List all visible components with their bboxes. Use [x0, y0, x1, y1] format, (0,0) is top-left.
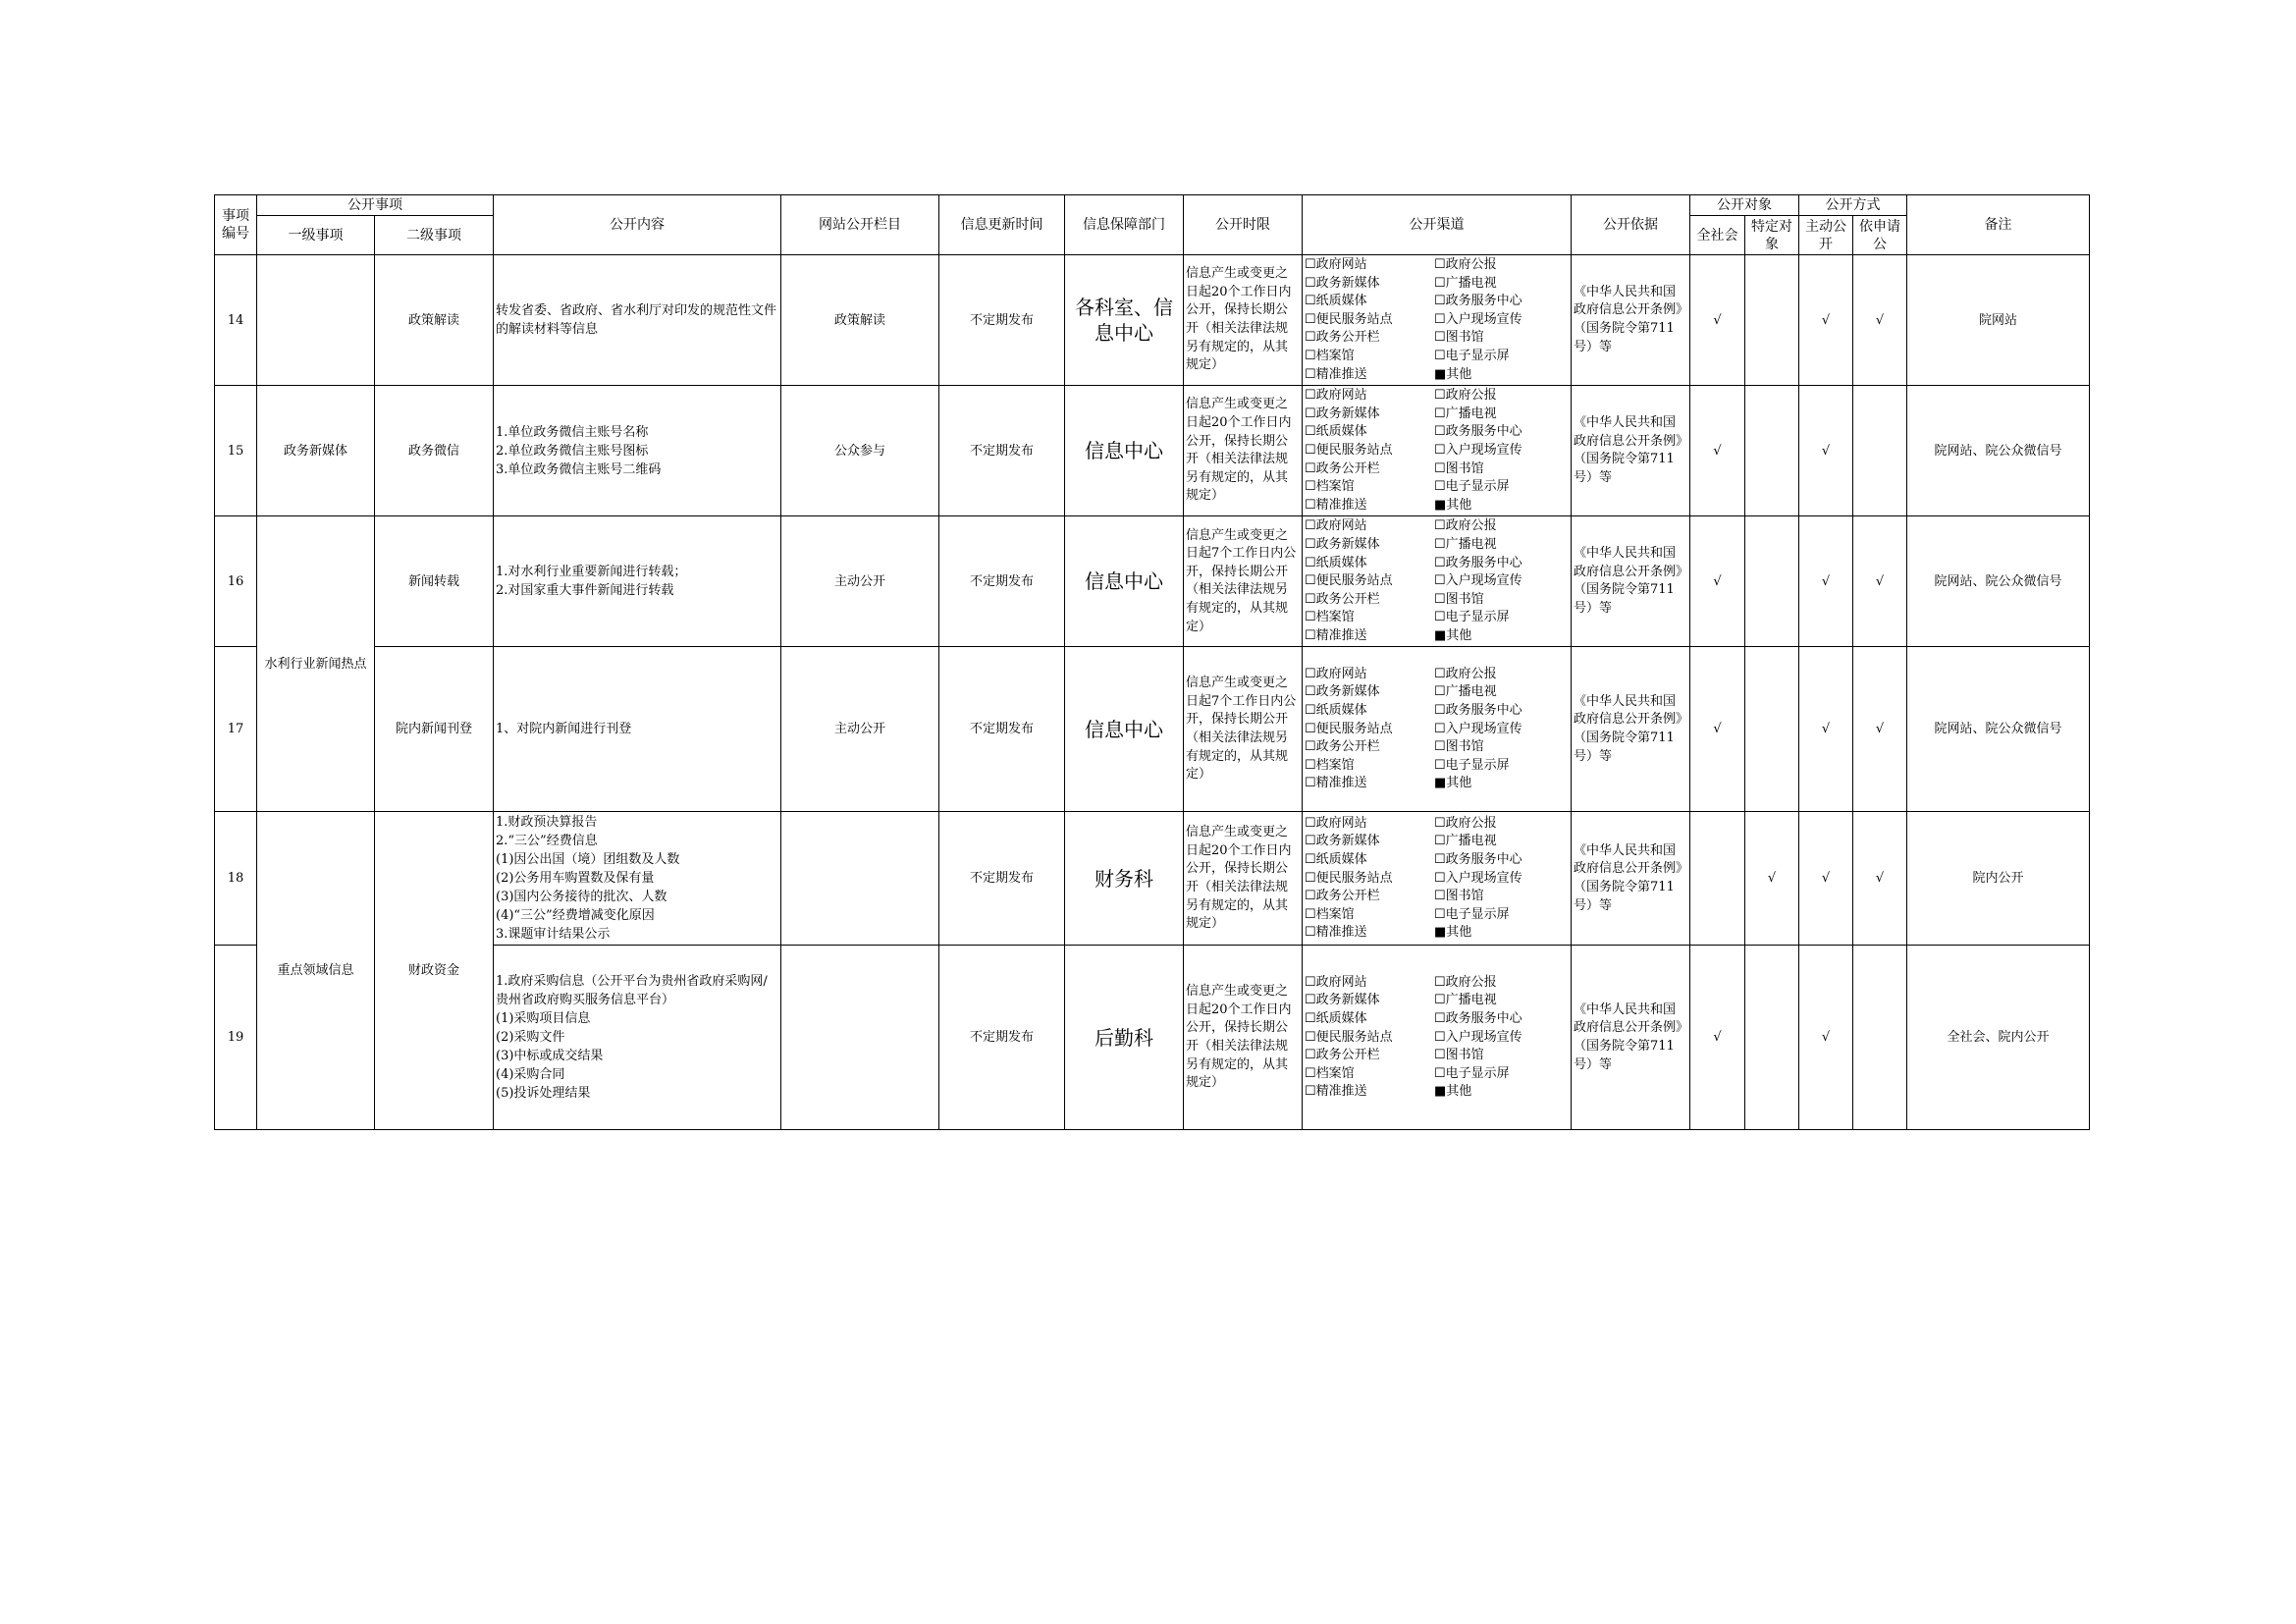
remark-cell: 院网站、院公众微信号 [1907, 516, 2090, 647]
specific-cell [1745, 946, 1799, 1130]
whole-society-cell [1690, 812, 1745, 946]
content-line: 2.单位政务微信主账号图标 [496, 443, 649, 459]
header-time-limit: 公开时限 [1184, 195, 1303, 255]
specific-cell [1745, 386, 1799, 516]
channel-option: ☐政务公开栏 [1305, 739, 1380, 755]
header-level2: 二级事项 [375, 216, 494, 255]
channel-cell [1303, 812, 1572, 946]
channel-option: ☐政府网站 [1305, 388, 1367, 404]
channel-option: ☐纸质媒体 [1305, 424, 1367, 440]
channel-option: ☐政务公开栏 [1305, 591, 1380, 607]
channel-option: ☐便民服务站点 [1305, 311, 1393, 327]
channel-option: ☐便民服务站点 [1305, 442, 1393, 458]
content-cell [494, 647, 781, 812]
channel-option: ☐入户现场宣传 [1434, 311, 1522, 327]
on-request-cell: √ [1853, 255, 1907, 386]
channel-option: ☐政府公报 [1434, 815, 1497, 831]
update-time-cell: 不定期发布 [939, 812, 1065, 946]
channel-grid [1305, 256, 1569, 384]
channel-option: ☐政务公开栏 [1305, 1048, 1380, 1063]
time-limit-cell: 信息产生或变更之日起7个工作日内公开，保持长期公开（相关法律法规另有规定的，从其规定） [1184, 647, 1303, 812]
update-time-cell: 不定期发布 [939, 255, 1065, 386]
channel-option: ☐档案馆 [1305, 906, 1355, 922]
channel-option: ☐电子显示屏 [1434, 906, 1510, 922]
column-cell [781, 812, 939, 946]
content-cell [494, 812, 781, 946]
channel-option: ☐入户现场宣传 [1434, 721, 1522, 736]
active-cell: √ [1799, 946, 1853, 1130]
channel-option: ☐政务服务中心 [1434, 852, 1522, 868]
channel-option: ☐政务新媒体 [1305, 536, 1380, 552]
time-limit-cell: 信息产生或变更之日起20个工作日内公开，保持长期公开（相关法律法规另有规定的，从其规定） [1184, 946, 1303, 1130]
table-row [215, 386, 2090, 516]
channel-option: ☐入户现场宣传 [1434, 1029, 1522, 1045]
column-cell: 政策解读 [781, 255, 939, 386]
header-specific: 特定对象 [1745, 216, 1799, 255]
channel-option: ☐入户现场宣传 [1434, 442, 1522, 458]
channel-grid [1305, 517, 1569, 645]
channel-option: ☐图书馆 [1434, 889, 1484, 904]
level2-cell: 政务微信 [375, 386, 494, 516]
channel-option: ☐纸质媒体 [1305, 555, 1367, 570]
channel-option: ☐档案馆 [1305, 610, 1355, 625]
item-no-cell: 14 [215, 255, 257, 386]
channel-option: ☐政府网站 [1305, 518, 1367, 534]
table-row [215, 812, 2090, 946]
content-line: 1、对院内新闻进行刊登 [496, 722, 632, 737]
update-time-cell: 不定期发布 [939, 516, 1065, 647]
channel-option: ☐电子显示屏 [1434, 757, 1510, 773]
channel-option: ☐档案馆 [1305, 757, 1355, 773]
header-on-request: 依申请公 [1853, 216, 1907, 255]
channel-option: ☐政务服务中心 [1434, 703, 1522, 719]
channel-option: ☐政务新媒体 [1305, 275, 1380, 291]
channel-grid [1305, 666, 1569, 793]
channel-option: ☐政府公报 [1434, 388, 1497, 404]
level2-cell: 院内新闻刊登 [375, 647, 494, 812]
remark-cell: 院网站、院公众微信号 [1907, 386, 2090, 516]
content-line: 转发省委、省政府、省水利厅对印发的规范性文件的解读材料等信息 [496, 303, 777, 338]
level1-cell: 重点领域信息 [257, 812, 375, 1130]
table-row [215, 255, 2090, 386]
active-cell: √ [1799, 647, 1853, 812]
dept-cell: 各科室、信息中心 [1065, 255, 1184, 386]
channel-option: ☐便民服务站点 [1305, 1029, 1393, 1045]
column-cell: 主动公开 [781, 647, 939, 812]
channel-option: ☐精准推送 [1305, 627, 1367, 643]
channel-option: ☐政府公报 [1434, 518, 1497, 534]
channel-option: ☐纸质媒体 [1305, 1011, 1367, 1027]
content-cell [494, 516, 781, 647]
channel-option: ☐政务服务中心 [1434, 424, 1522, 440]
channel-option: ☐纸质媒体 [1305, 294, 1367, 309]
content-line: 3.单位政务微信主账号二维码 [496, 461, 662, 477]
disclosure-table [214, 194, 2090, 1130]
content-line: (4)采购合同 [496, 1067, 565, 1083]
content-line: (2)采购文件 [496, 1030, 565, 1046]
on-request-cell [1853, 386, 1907, 516]
table-row [215, 647, 2090, 812]
content-line: 2.“三公”经费信息 [496, 834, 598, 849]
time-limit-cell: 信息产生或变更之日起7个工作日内公开，保持长期公开（相关法律法规另有规定的，从其规定） [1184, 516, 1303, 647]
channel-option: ☐广播电视 [1434, 406, 1497, 421]
channel-option: ☐精准推送 [1305, 1084, 1367, 1100]
content-cell [494, 386, 781, 516]
time-limit-cell: 信息产生或变更之日起20个工作日内公开，保持长期公开（相关法律法规另有规定的，从其规定） [1184, 812, 1303, 946]
basis-cell: 《中华人民共和国政府信息公开条例》（国务院令第711号）等 [1572, 946, 1690, 1130]
dept-cell: 信息中心 [1065, 386, 1184, 516]
channel-option: ☐便民服务站点 [1305, 573, 1393, 589]
channel-option: ☐图书馆 [1434, 1048, 1484, 1063]
level1-cell [257, 255, 375, 386]
content-line: (3)国内公务接待的批次、人数 [496, 890, 667, 905]
channel-option: ☐政务新媒体 [1305, 993, 1380, 1008]
channel-option: ☐政务公开栏 [1305, 460, 1380, 476]
channel-option: ☐广播电视 [1434, 834, 1497, 849]
channel-grid [1305, 387, 1569, 514]
channel-cell [1303, 647, 1572, 812]
channel-option: ☐图书馆 [1434, 739, 1484, 755]
specific-cell: √ [1745, 812, 1799, 946]
item-no-cell: 19 [215, 946, 257, 1130]
channel-option: ☐精准推送 [1305, 497, 1367, 513]
channel-option: ☐政府网站 [1305, 974, 1367, 990]
content-cell [494, 946, 781, 1130]
whole-society-cell: √ [1690, 647, 1745, 812]
on-request-cell: √ [1853, 812, 1907, 946]
content-cell [494, 255, 781, 386]
level1-cell: 水利行业新闻热点 [257, 516, 375, 812]
update-time-cell: 不定期发布 [939, 647, 1065, 812]
header-update-time: 信息更新时间 [939, 195, 1065, 255]
channel-option: ☐便民服务站点 [1305, 721, 1393, 736]
basis-cell: 《中华人民共和国政府信息公开条例》（国务院令第711号）等 [1572, 812, 1690, 946]
header-active: 主动公开 [1799, 216, 1853, 255]
channel-option: ☐精准推送 [1305, 366, 1367, 382]
channel-option: ☐广播电视 [1434, 536, 1497, 552]
channel-option: ☐政府公报 [1434, 257, 1497, 272]
channel-option: ☐电子显示屏 [1434, 610, 1510, 625]
basis-cell: 《中华人民共和国政府信息公开条例》（国务院令第711号）等 [1572, 647, 1690, 812]
remark-cell: 院网站 [1907, 255, 2090, 386]
channel-option: ■其他 [1434, 925, 1472, 941]
channel-option: ☐广播电视 [1434, 275, 1497, 291]
header-dept: 信息保障部门 [1065, 195, 1184, 255]
channel-cell [1303, 386, 1572, 516]
level2-cell: 新闻转载 [375, 516, 494, 647]
header-content: 公开内容 [494, 195, 781, 255]
dept-cell: 后勤科 [1065, 946, 1184, 1130]
whole-society-cell: √ [1690, 386, 1745, 516]
whole-society-cell: √ [1690, 255, 1745, 386]
header-row-top [215, 195, 2090, 216]
channel-grid [1305, 815, 1569, 943]
basis-cell: 《中华人民共和国政府信息公开条例》（国务院令第711号）等 [1572, 255, 1690, 386]
on-request-cell: √ [1853, 647, 1907, 812]
channel-option: ■其他 [1434, 366, 1472, 382]
channel-option: ☐政务新媒体 [1305, 406, 1380, 421]
channel-option: ☐政务公开栏 [1305, 889, 1380, 904]
channel-cell [1303, 946, 1572, 1130]
header-basis: 公开依据 [1572, 195, 1690, 255]
header-level1: 一级事项 [257, 216, 375, 255]
level2-cell: 财政资金 [375, 812, 494, 1130]
remark-cell: 院网站、院公众微信号 [1907, 647, 2090, 812]
column-cell: 主动公开 [781, 516, 939, 647]
channel-option: ■其他 [1434, 497, 1472, 513]
channel-option: ☐广播电视 [1434, 993, 1497, 1008]
channel-option: ☐政府网站 [1305, 257, 1367, 272]
channel-option: ☐政务公开栏 [1305, 330, 1380, 346]
time-limit-cell: 信息产生或变更之日起20个工作日内公开，保持长期公开（相关法律法规另有规定的，从其规定） [1184, 255, 1303, 386]
active-cell: √ [1799, 255, 1853, 386]
remark-cell: 全社会、院内公开 [1907, 946, 2090, 1130]
channel-option: ☐纸质媒体 [1305, 852, 1367, 868]
content-line: (4)“三公”经费增减变化原因 [496, 908, 655, 924]
channel-option: ☐图书馆 [1434, 460, 1484, 476]
channel-option: ☐档案馆 [1305, 479, 1355, 495]
on-request-cell: √ [1853, 516, 1907, 647]
content-line: 1.政府采购信息（公开平台为贵州省政府采购网/贵州省政府购买服务信息平台） [496, 974, 768, 1008]
dept-cell: 信息中心 [1065, 516, 1184, 647]
column-cell: 公众参与 [781, 386, 939, 516]
channel-option: ☐政务服务中心 [1434, 1011, 1522, 1027]
channel-option: ■其他 [1434, 776, 1472, 791]
channel-option: ☐电子显示屏 [1434, 1065, 1510, 1081]
channel-option: ☐广播电视 [1434, 684, 1497, 700]
header-column: 网站公开栏目 [781, 195, 939, 255]
table-row [215, 946, 2090, 1130]
content-line: 1.单位政务微信主账号名称 [496, 424, 649, 440]
header-item-no: 事项编号 [215, 195, 257, 255]
active-cell: √ [1799, 386, 1853, 516]
basis-cell: 《中华人民共和国政府信息公开条例》（国务院令第711号）等 [1572, 516, 1690, 647]
level2-cell: 政策解读 [375, 255, 494, 386]
channel-option: ☐政府网站 [1305, 666, 1367, 681]
update-time-cell: 不定期发布 [939, 386, 1065, 516]
header-whole-society: 全社会 [1690, 216, 1745, 255]
item-no-cell: 17 [215, 647, 257, 812]
item-no-cell: 15 [215, 386, 257, 516]
channel-option: ☐政府网站 [1305, 815, 1367, 831]
whole-society-cell: √ [1690, 516, 1745, 647]
content-line: (1)采购项目信息 [496, 1011, 591, 1027]
content-line: 2.对国家重大事件新闻进行转载 [496, 583, 674, 599]
header-method: 公开方式 [1799, 195, 1907, 216]
channel-option: ☐政务新媒体 [1305, 834, 1380, 849]
column-cell [781, 946, 939, 1130]
channel-option: ☐入户现场宣传 [1434, 870, 1522, 886]
channel-option: ■其他 [1434, 627, 1472, 643]
content-line: 1.财政预决算报告 [496, 815, 598, 831]
channel-option: ☐政府公报 [1434, 974, 1497, 990]
channel-option: ☐图书馆 [1434, 330, 1484, 346]
channel-grid [1305, 974, 1569, 1102]
specific-cell [1745, 516, 1799, 647]
content-line: 3.课题审计结果公示 [496, 927, 611, 943]
channel-option: ☐政府公报 [1434, 666, 1497, 681]
content-line: (3)中标或成交结果 [496, 1049, 604, 1064]
header-audience: 公开对象 [1690, 195, 1799, 216]
channel-cell [1303, 255, 1572, 386]
channel-option: ☐档案馆 [1305, 348, 1355, 363]
channel-option: ☐电子显示屏 [1434, 348, 1510, 363]
content-line: (1)因公出国（境）团组数及人数 [496, 852, 680, 868]
channel-option: ☐政务服务中心 [1434, 294, 1522, 309]
channel-option: ☐精准推送 [1305, 776, 1367, 791]
dept-cell: 信息中心 [1065, 647, 1184, 812]
channel-cell [1303, 516, 1572, 647]
header-remark: 备注 [1907, 195, 2090, 255]
channel-option: ☐图书馆 [1434, 591, 1484, 607]
active-cell: √ [1799, 516, 1853, 647]
basis-cell: 《中华人民共和国政府信息公开条例》（国务院令第711号）等 [1572, 386, 1690, 516]
channel-option: ☐入户现场宣传 [1434, 573, 1522, 589]
content-line: (2)公务用车购置数及保有量 [496, 871, 655, 887]
channel-option: ■其他 [1434, 1084, 1472, 1100]
channel-option: ☐政务服务中心 [1434, 555, 1522, 570]
remark-cell: 院内公开 [1907, 812, 2090, 946]
channel-option: ☐便民服务站点 [1305, 870, 1393, 886]
content-line: (5)投诉处理结果 [496, 1086, 591, 1102]
table-row [215, 516, 2090, 647]
active-cell: √ [1799, 812, 1853, 946]
time-limit-cell: 信息产生或变更之日起20个工作日内公开，保持长期公开（相关法律法规另有规定的，从其规定） [1184, 386, 1303, 516]
header-channel: 公开渠道 [1303, 195, 1572, 255]
channel-option: ☐档案馆 [1305, 1065, 1355, 1081]
dept-cell: 财务科 [1065, 812, 1184, 946]
channel-option: ☐精准推送 [1305, 925, 1367, 941]
on-request-cell [1853, 946, 1907, 1130]
specific-cell [1745, 255, 1799, 386]
item-no-cell: 16 [215, 516, 257, 647]
level1-cell: 政务新媒体 [257, 386, 375, 516]
channel-option: ☐纸质媒体 [1305, 703, 1367, 719]
specific-cell [1745, 647, 1799, 812]
whole-society-cell: √ [1690, 946, 1745, 1130]
item-no-cell: 18 [215, 812, 257, 946]
channel-option: ☐电子显示屏 [1434, 479, 1510, 495]
content-line: 1.对水利行业重要新闻进行转载； [496, 565, 687, 580]
channel-option: ☐政务新媒体 [1305, 684, 1380, 700]
header-public-item: 公开事项 [257, 195, 494, 216]
update-time-cell: 不定期发布 [939, 946, 1065, 1130]
